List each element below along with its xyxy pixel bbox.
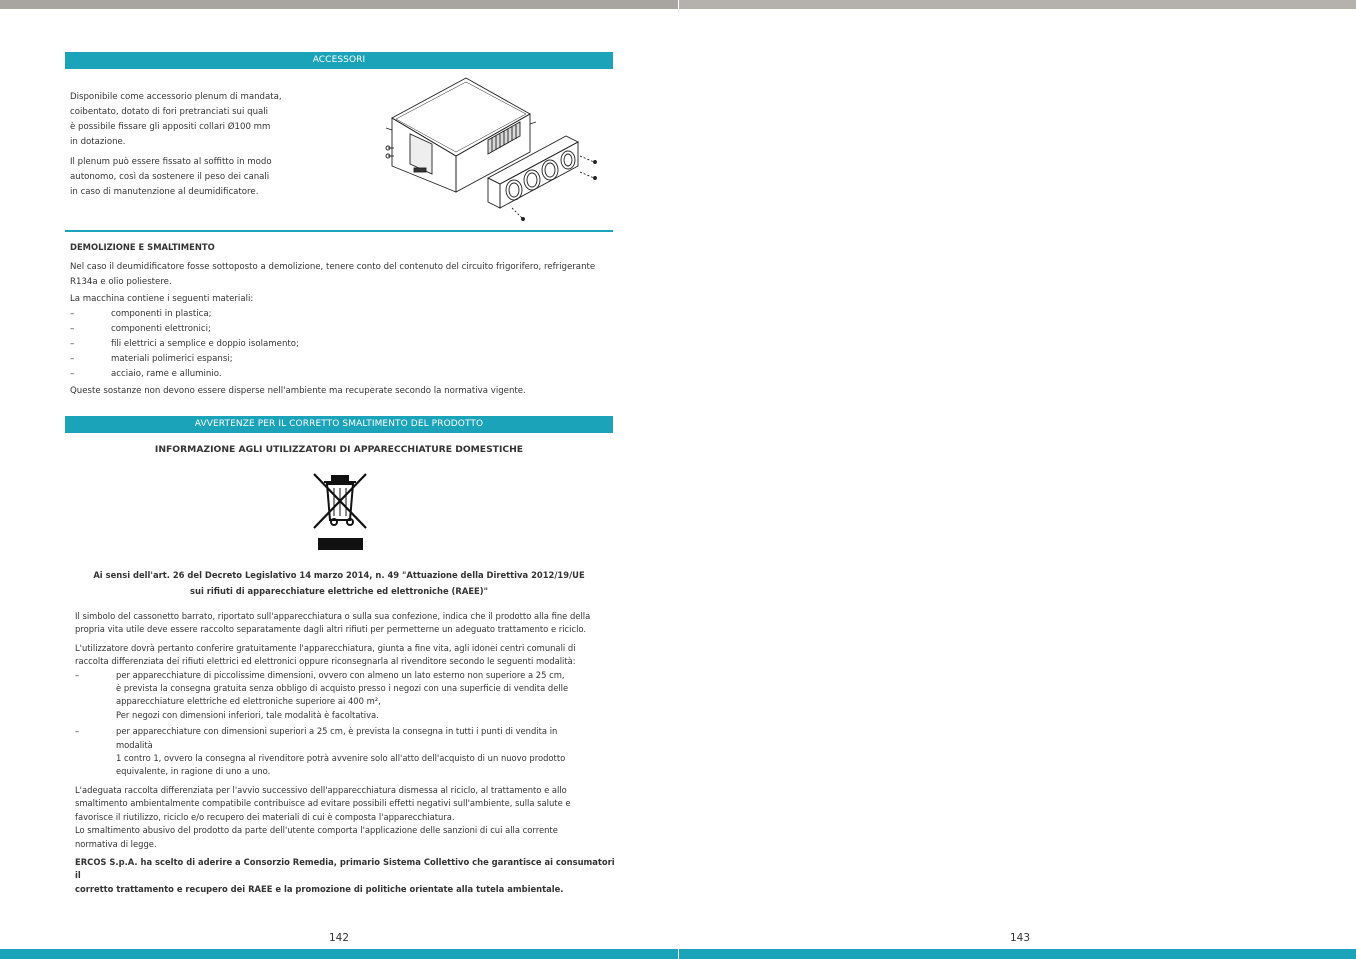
material: componenti elettronici; xyxy=(111,324,211,334)
accessori-line: in caso di manutenzione al deumidificatore. xyxy=(70,187,259,197)
dehumidifier-plenum-drawing xyxy=(380,74,612,224)
bullet-line: modalità xyxy=(116,739,153,750)
top-bar-left xyxy=(0,0,678,9)
avvertenze-body xyxy=(75,610,620,896)
bullet-line: apparecchiature elettriche ed elettroniche superiore ai 400 m², xyxy=(116,696,381,707)
page-number-right: 143 xyxy=(1010,932,1031,944)
dash: – xyxy=(75,669,80,680)
body-line-bold: ERCOS S.p.A. ha scelto di aderire a Consorzio Remedia, primario Sistema Collettivo che garantisce ai consumatori il xyxy=(75,856,615,881)
body-line-bold: corretto trattamento e recupero dei RAEE e la promozione di politiche orientate alla tutela ambientale. xyxy=(75,883,564,894)
dash: – xyxy=(70,309,75,319)
list-item xyxy=(70,322,615,337)
decree-line: sui rifiuti di apparecchiature elettriche ed elettroniche (RAEE)" xyxy=(190,586,488,596)
dash: – xyxy=(70,354,75,364)
accessori-line: Disponibile come accessorio plenum di mandata, xyxy=(70,92,282,102)
body-line: normativa di legge. xyxy=(75,838,157,849)
bullet-line: per apparecchiature con dimensioni superiori a 25 cm, è prevista la consegna in tutti i punti di vendita in xyxy=(116,726,558,737)
page-number-left: 142 xyxy=(329,932,350,944)
demolizione-line: Nel caso il deumidificatore fosse sottoposto a demolizione, tenere conto del contenuto del circuito frigorifero, refrigerante xyxy=(70,262,596,272)
body-line: raccolta differenziata dei rifiuti elettrici ed elettronici oppure riconsegnarla al rivenditore secondo le seguenti modalità: xyxy=(75,656,576,667)
accessori-line: in dotazione. xyxy=(70,137,126,147)
demolizione-text xyxy=(70,260,615,399)
material: fili elettrici a semplice e doppio isolamento; xyxy=(111,339,299,349)
accessori-line: coibentato, dotato di fori pretranciati sui quali xyxy=(70,107,269,117)
top-bar-right xyxy=(679,0,1356,9)
body-line: L'utilizzatore dovrà pertanto conferire gratuitamente l'apparecchiatura, giunta a fine vita, agli idonei centri comunali di xyxy=(75,642,576,653)
demolizione-line: R134a e olio poliestere. xyxy=(70,277,172,287)
crossed-out-bin-icon xyxy=(310,470,370,552)
demolizione-title: DEMOLIZIONE E SMALTIMENTO xyxy=(70,242,215,252)
bullet-line: 1 contro 1, ovvero la consegna al rivenditore potrà avvenire solo all'atto dell'acquisto di un nuovo prodotto xyxy=(116,753,566,764)
material: materiali polimerici espansi; xyxy=(111,354,233,364)
avvertenze-subtitle: INFORMAZIONE AGLI UTILIZZATORI DI APPARECCHIATURE DOMESTICHE xyxy=(154,444,524,455)
body-line: favorisce il riutilizzo, riciclo e/o recupero dei materiali di cui è composta l'apparecchiatura. xyxy=(75,811,455,822)
demolizione-closing: Queste sostanze non devono essere disperse nell'ambiente ma recuperate secondo la normativa vigente. xyxy=(70,386,526,396)
bottom-bar-left xyxy=(0,949,678,959)
section-divider xyxy=(65,230,613,232)
body-line: propria vita utile deve essere raccolto separatamente dagli altri rifiuti per permetterne un adeguato trattamento e riciclo. xyxy=(75,624,587,635)
dash: – xyxy=(75,726,80,737)
accessori-line: autonomo, così da sostenere il peso dei canali xyxy=(70,172,270,182)
material: componenti in plastica; xyxy=(111,309,212,319)
bullet-line: Per negozi con dimensioni inferiori, tale modalità è facoltativa. xyxy=(116,709,379,720)
dash: – xyxy=(70,324,75,334)
materials-intro: La macchina contiene i seguenti materiali: xyxy=(70,294,254,304)
body-line: Il simbolo del cassonetto barrato, riportato sull'apparecchiatura o sulla sua confezione, indica che il prodotto alla fine della xyxy=(75,611,591,621)
body-line: L'adeguata raccolta differenziata per l'avvio successivo dell'apparecchiatura dismessa al riciclo, al trattamento e allo xyxy=(75,784,567,795)
material: acciaio, rame e alluminio. xyxy=(111,369,222,379)
accessori-line: Il plenum può essere fissato al soffitto in modo xyxy=(70,157,272,167)
avvertenze-banner: AVVERTENZE PER IL CORRETTO SMALTIMENTO DEL PRODOTTO xyxy=(65,416,613,433)
decree-line: Ai sensi dell'art. 26 del Decreto Legislativo 14 marzo 2014, n. 49 "Attuazione della Direttiva 2012/19/UE xyxy=(93,570,585,580)
list-item xyxy=(75,725,620,779)
list-item xyxy=(70,352,615,367)
bullet-line: per apparecchiature di piccolissime dimensioni, ovvero con almeno un lato esterno non superiore a 25 cm, xyxy=(116,669,565,680)
list-item xyxy=(70,337,615,352)
list-item xyxy=(75,669,620,723)
accessori-line: è possibile fissare gli appositi collari Ø100 mm xyxy=(70,122,271,132)
accessori-text xyxy=(70,90,310,200)
accessori-banner: ACCESSORI xyxy=(65,52,613,69)
bullet-line: equivalente, in ragione di uno a uno. xyxy=(116,766,271,777)
body-line: smaltimento ambientalmente compatibile contribuisce ad evitare possibili effetti negativi sull'ambiente, sulla salute e xyxy=(75,798,571,809)
list-item xyxy=(70,367,615,382)
bullet-line: è prevista la consegna gratuita senza obbligo di acquisto presso i negozi con una superficie di vendita delle xyxy=(116,683,569,694)
body-line: Lo smaltimento abusivo del prodotto da parte dell'utente comporta l'applicazione delle sanzioni di cui alla corrente xyxy=(75,825,558,836)
dash: – xyxy=(70,339,75,349)
dash: – xyxy=(70,369,75,379)
bottom-bar-right xyxy=(679,949,1356,959)
list-item xyxy=(70,307,615,322)
